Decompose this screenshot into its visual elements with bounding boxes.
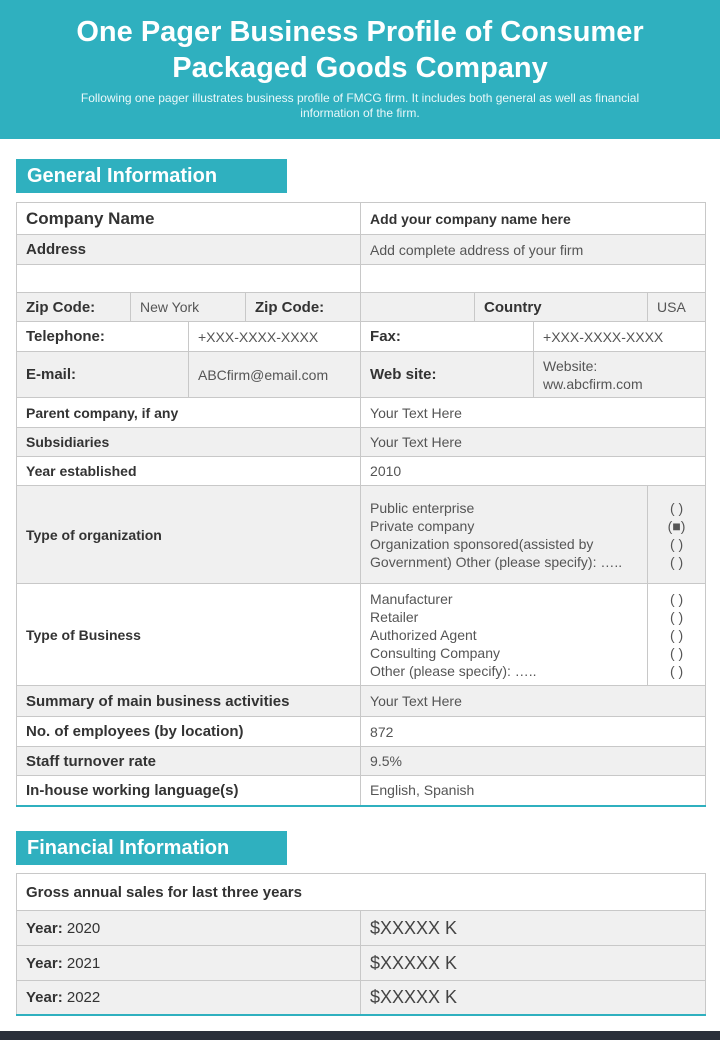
year-label: Year: xyxy=(26,954,63,972)
table-row xyxy=(17,747,706,776)
business-type-label: Type of Business xyxy=(17,584,361,686)
business-option: Manufacturer xyxy=(370,590,453,607)
business-option: Consulting Company xyxy=(370,644,501,661)
website-label: Web site: xyxy=(361,352,534,398)
sales-amount: $XXXXX K xyxy=(361,911,706,946)
table-row xyxy=(17,717,706,747)
org-option: Private company xyxy=(370,517,475,534)
header-banner xyxy=(0,0,720,139)
year-label: Year: xyxy=(26,988,63,1006)
business-option: Authorized Agent xyxy=(370,626,477,643)
email-value: ABCfirm@email.com xyxy=(189,352,361,398)
telephone-label: Telephone: xyxy=(17,322,189,352)
table-row xyxy=(17,686,706,717)
parent-company-value: Your Text Here xyxy=(361,398,706,428)
table-row xyxy=(17,398,706,428)
zip-code-label: Zip Code: xyxy=(17,293,131,322)
general-info-table xyxy=(16,202,706,807)
language-value: English, Spanish xyxy=(361,776,706,806)
address-label: Address xyxy=(17,235,361,265)
general-section-title: General Information xyxy=(16,159,287,193)
year-established-label: Year established xyxy=(17,457,361,486)
country-label: Country xyxy=(475,293,648,322)
subtitle-line-2: information of the firm. xyxy=(300,106,420,120)
radio-option[interactable]: ( ) xyxy=(669,644,684,661)
radio-option[interactable]: ( ) xyxy=(669,590,684,607)
table-row xyxy=(17,322,706,352)
employees-label: No. of employees (by location) xyxy=(17,717,361,747)
website-value xyxy=(534,352,706,398)
table-row xyxy=(17,293,706,322)
title-line-2: Packaged Goods Company xyxy=(172,52,548,84)
company-name-value: Add your company name here xyxy=(361,203,706,235)
empty-cell xyxy=(17,265,361,293)
org-type-label: Type of organization xyxy=(17,486,361,584)
table-row xyxy=(17,874,706,911)
year-cell xyxy=(17,911,361,946)
zip-code-label-2: Zip Code: xyxy=(246,293,361,322)
org-option: Public enterprise xyxy=(370,499,475,516)
year-established-value: 2010 xyxy=(361,457,706,486)
radio-option[interactable]: ( ) xyxy=(669,553,684,570)
year-label: Year: xyxy=(26,919,63,937)
turnover-value: 9.5% xyxy=(361,747,706,776)
company-name-label: Company Name xyxy=(17,203,361,235)
summary-label: Summary of main business activities xyxy=(17,686,361,717)
radio-option[interactable]: ( ) xyxy=(669,662,684,679)
empty-cell xyxy=(361,265,706,293)
zip-code-value: New York xyxy=(131,293,246,322)
table-row xyxy=(17,981,706,1015)
subtitle-line-1: Following one pager illustrates business profile of FMCG firm. It includes both general as well as financial xyxy=(80,91,640,105)
table-row xyxy=(17,584,706,686)
business-type-marks xyxy=(648,584,706,686)
title-line-1: One Pager Business Profile of Consumer xyxy=(76,16,644,48)
table-row xyxy=(17,235,706,265)
country-value: USA xyxy=(648,293,706,322)
website-value-line-1: Website: xyxy=(543,357,598,374)
address-value: Add complete address of your firm xyxy=(361,235,706,265)
gross-sales-label: Gross annual sales for last three years xyxy=(17,874,706,911)
sales-amount: $XXXXX K xyxy=(361,981,706,1015)
financial-section-title: Financial Information xyxy=(16,831,287,865)
turnover-label: Staff turnover rate xyxy=(17,747,361,776)
year-value: 2021 xyxy=(66,954,101,972)
table-row xyxy=(17,946,706,981)
radio-option-selected[interactable]: (■) xyxy=(667,517,686,534)
table-row xyxy=(17,352,706,398)
year-cell xyxy=(17,946,361,981)
language-label: In-house working language(s) xyxy=(17,776,361,806)
table-row xyxy=(17,203,706,235)
business-option: Other (please specify): ….. xyxy=(370,662,537,679)
website-value-line-2: ww.abcfirm.com xyxy=(543,375,643,392)
business-option: Retailer xyxy=(370,608,419,625)
parent-company-label: Parent company, if any xyxy=(17,398,361,428)
page-subtitle xyxy=(50,91,670,121)
year-cell xyxy=(17,981,361,1015)
year-value: 2020 xyxy=(66,919,101,937)
org-option: Government) Other (please specify): ….. xyxy=(370,553,623,570)
telephone-value: +XXX-XXXX-XXXX xyxy=(189,322,361,352)
employees-value: 872 xyxy=(361,717,706,747)
summary-value: Your Text Here xyxy=(361,686,706,717)
fax-label: Fax: xyxy=(361,322,534,352)
subsidiaries-value: Your Text Here xyxy=(361,428,706,457)
org-type-marks xyxy=(648,486,706,584)
fax-value: +XXX-XXXX-XXXX xyxy=(534,322,706,352)
table-row xyxy=(17,486,706,584)
table-row xyxy=(17,911,706,946)
financial-info-table xyxy=(16,873,706,1016)
org-type-options xyxy=(361,486,648,584)
footer-bar xyxy=(0,1031,720,1040)
radio-option[interactable]: ( ) xyxy=(669,499,684,516)
radio-option[interactable]: ( ) xyxy=(669,626,684,643)
table-row xyxy=(17,457,706,486)
zip-code-value-2 xyxy=(361,293,475,322)
page-title xyxy=(0,14,720,86)
business-type-options xyxy=(361,584,648,686)
email-label: E-mail: xyxy=(17,352,189,398)
table-row xyxy=(17,265,706,293)
table-row xyxy=(17,776,706,806)
org-option: Organization sponsored(assisted by xyxy=(370,535,594,552)
subsidiaries-label: Subsidiaries xyxy=(17,428,361,457)
table-row xyxy=(17,428,706,457)
radio-option[interactable]: ( ) xyxy=(669,608,684,625)
sales-amount: $XXXXX K xyxy=(361,946,706,981)
year-value: 2022 xyxy=(66,988,101,1006)
radio-option[interactable]: ( ) xyxy=(669,535,684,552)
